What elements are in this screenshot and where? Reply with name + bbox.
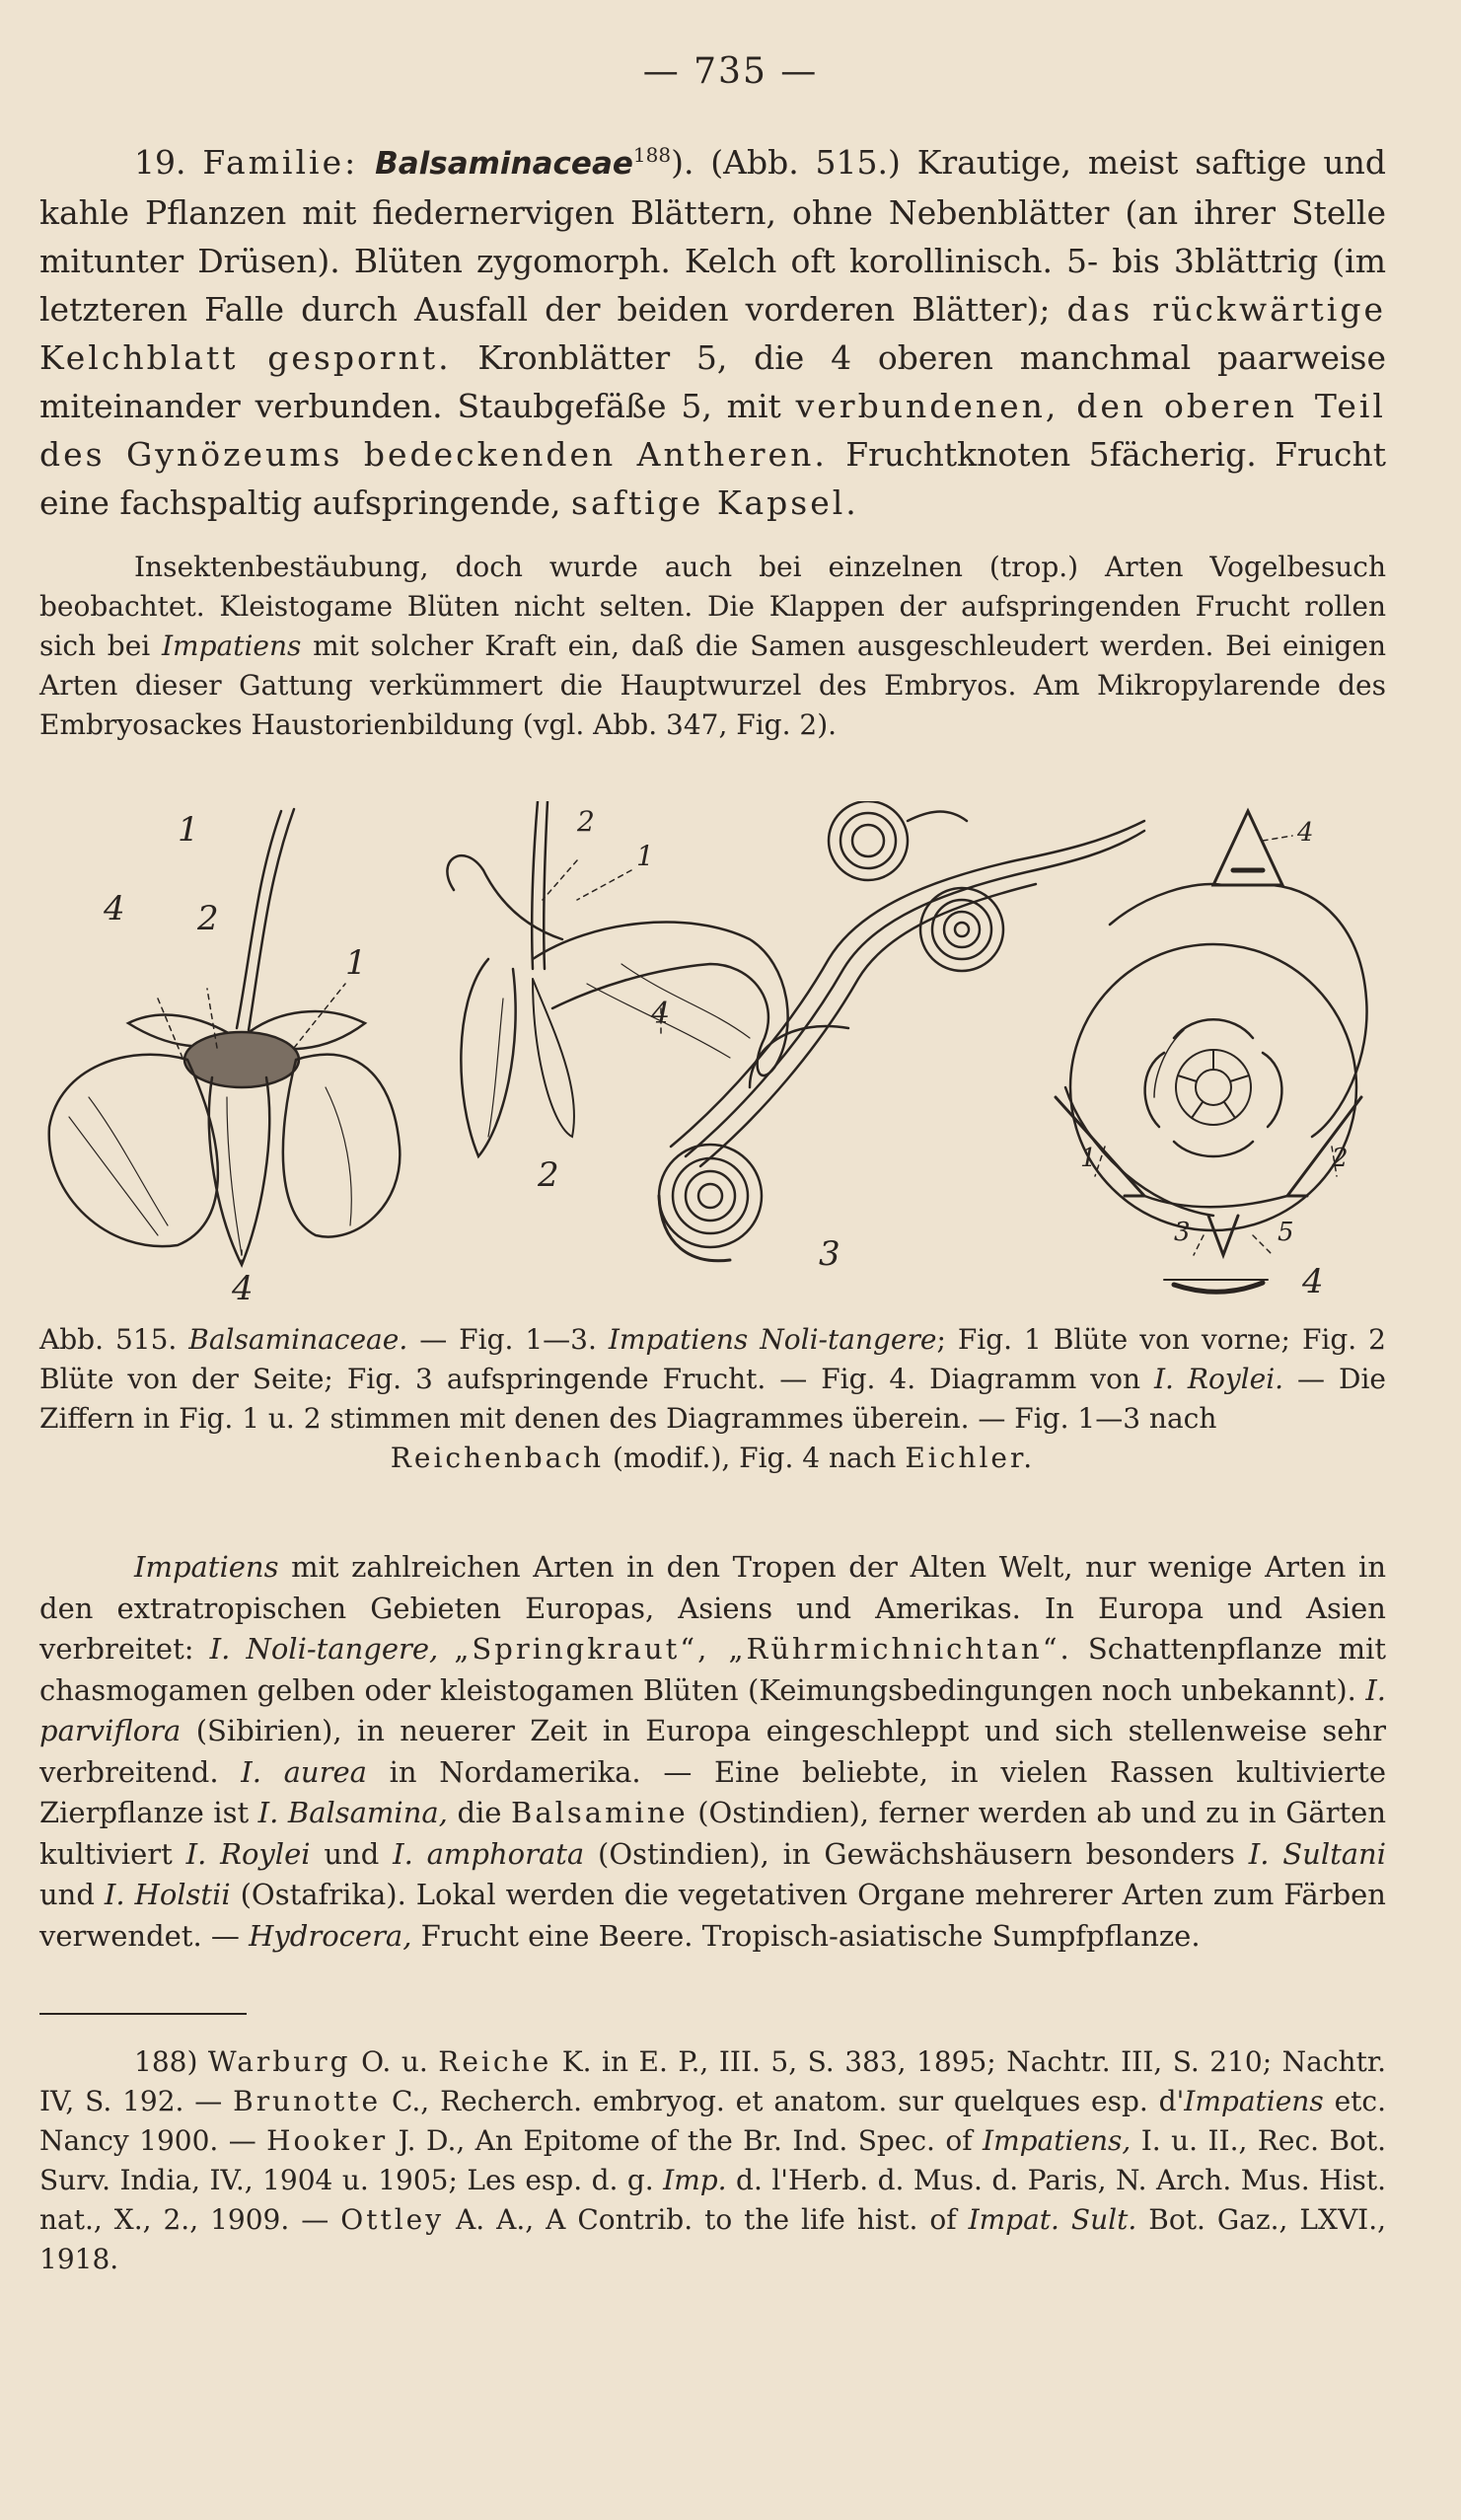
footnote-italic-3: Imp.	[663, 2164, 727, 2196]
fig1-label-4: 4	[104, 889, 125, 928]
footnote-text-4: etc. Nancy 1900. —	[39, 2085, 1386, 2157]
family-word: Familie:	[202, 143, 359, 182]
footnote-author-5: Ottley	[340, 2203, 445, 2236]
botanical-figure	[39, 801, 1386, 1304]
footnote-text-1: O. u.	[361, 2045, 428, 2078]
figure-caption	[39, 1320, 1386, 1478]
impatiens-text-5: die	[457, 1796, 502, 1829]
caption-spaced-2: Eichler.	[905, 1442, 1036, 1474]
impatiens-text-11: Frucht eine Beere. Tropisch-asiatische Sumpfpflanze.	[420, 1918, 1201, 1953]
family-name: Balsaminaceae	[375, 146, 633, 182]
fig4-label-1: 1	[1080, 1144, 1097, 1173]
impatiens-text-7: und	[324, 1836, 380, 1871]
footnote-italic-1: Impatiens	[1184, 2085, 1324, 2117]
fig1-label-1: 1	[178, 810, 199, 850]
family-text-3: Fruchtknoten 5fächerig. Frucht eine fachspaltig aufspringende,	[39, 435, 1386, 522]
family-spaced-1: das rückwärtige Kelchblatt gespornt.	[39, 290, 1386, 377]
impatiens-italic-6: I. Roylei	[185, 1836, 311, 1871]
footnote	[39, 2042, 1386, 2279]
page-number: — 735 —	[642, 51, 819, 92]
fig1-label-1b: 1	[345, 943, 367, 983]
fig2-flower-side	[447, 801, 787, 1156]
family-description	[39, 138, 1386, 527]
fig2-label-2: 2	[577, 805, 595, 838]
footnote-italic-2: Impatiens,	[983, 2124, 1132, 2157]
figure-drawing	[39, 801, 1386, 1304]
footnote-author-3: Brunotte	[233, 2085, 382, 2117]
impatiens-italic-2: I. Noli-tangere,	[209, 1632, 439, 1666]
impatiens-italic-4: I. aurea	[241, 1754, 367, 1789]
footnote-text-9: Bot. Gaz., LXVI., 1918.	[39, 2203, 1387, 2275]
impatiens-italic-7: I. amphorata	[393, 1836, 585, 1871]
fig1-label-2: 2	[197, 899, 219, 938]
pollination-note	[39, 548, 1386, 745]
fig4-label-5: 5	[1278, 1218, 1294, 1247]
caption-italic-1: Balsaminaceae.	[188, 1323, 408, 1356]
footnote-text-7: d. l'Herb. d. Mus. d. Paris, N. Arch. Mus. Hist. nat., X., 2., 1909. —	[39, 2164, 1387, 2236]
footnote-text-3: C., Recherch. embryog. et anatom. sur quelques esp. d'	[391, 2085, 1185, 2117]
footnote-text-6: I. u. II., Rec. Bot. Surv. India, IV., 1904 u. 1905; Les esp. d. g.	[39, 2124, 1387, 2196]
fig4-label-3: 3	[1174, 1218, 1191, 1247]
impatiens-italic-9: I. Holstii	[104, 1878, 231, 1911]
footnote-number: 188)	[134, 2045, 198, 2078]
fig2-label-4: 4	[651, 997, 671, 1031]
fig2-label-1: 1	[636, 840, 654, 872]
impatiens-text-10: (Ostafrika). Lokal werden die vegetativen Organe mehrerer Arten zum Färben verwendet. —	[39, 1878, 1386, 1953]
impatiens-text-2: Schattenpflanze mit chasmogamen gelben oder kleistogamen Blüten (Keimungsbedingungen noch unbekannt).	[39, 1632, 1387, 1707]
impatiens-text-9: und	[39, 1878, 95, 1911]
footnote-italic-4: Impat. Sult.	[968, 2203, 1137, 2236]
family-number: 19.	[134, 143, 186, 182]
fig4-label-4: 4	[1297, 818, 1314, 848]
pollination-text-1: Insektenbestäubung, doch wurde auch bei einzelnen (trop.) Arten Vogelbesuch beobachtet. Kleistogame Blüten nicht selten. Die Klappen der aufspringenden Frucht rollen sich bei	[39, 551, 1386, 662]
fig2-number: 2	[538, 1155, 559, 1195]
fig3-dehiscent-capsule	[659, 801, 1144, 1261]
impatiens-italic-5: I. Balsamina,	[257, 1796, 448, 1829]
caption-text-2: — Fig. 1—3.	[419, 1323, 597, 1356]
impatiens-paragraph	[39, 1547, 1386, 1957]
caption-spaced-1: Reichenbach	[390, 1442, 605, 1474]
impatiens-text-4: in Nordamerika. — Eine beliebte, in vielen Rassen kultivierte Zierpflanze ist	[39, 1754, 1386, 1829]
impatiens-text-1: mit zahlreichen Arten in den Tropen der Alten Welt, nur wenige Arten in den extratropischen Gebieten Europas, Asiens und Amerikas. In Europa und Asien verbreitet:	[39, 1550, 1387, 1666]
impatiens-text-8: (Ostindien), in Gewächshäusern besonders	[598, 1836, 1235, 1871]
pollination-text-2: mit solcher Kraft ein, daß die Samen ausgeschleudert werden. Bei einigen Arten dieser Gattung verkümmert die Hauptwurzel des Embryos. Am Mikropylarende des Embryosackes Haustorienbildung (vgl. Abb. 347, Fig. 2).	[39, 630, 1386, 741]
footnote-author-2: Reiche	[438, 2045, 552, 2078]
caption-text-5: (modif.), Fig. 4 nach	[612, 1442, 897, 1474]
impatiens-text-6: (Ostindien), ferner werden ab und zu in Gärten kultiviert	[39, 1796, 1387, 1871]
impatiens-italic-8: I. Sultani	[1248, 1836, 1386, 1871]
caption-italic-3: I. Roylei.	[1153, 1363, 1284, 1395]
family-text-1: ). (Abb. 515.) Krautige, meist saftige und kahle Pflanzen mit fiedernervigen Blättern, ohne Nebenblätter (an ihrer Stelle mitunter Drüsen). Blüten zygomorph. Kelch oft korollinisch. 5- bis 3blättrig (im letzteren Falle durch Ausfall der beiden vorderen Blätter);	[39, 143, 1386, 329]
footnote-text-2: K. in E. P., III. 5, S. 383, 1895; Nachtr. III, S. 210; Nachtr. IV, S. 192. —	[39, 2045, 1387, 2117]
impatiens-spaced-1: „Springkraut“, „Rührmichnichtan“.	[454, 1632, 1072, 1666]
fig1-label-4b: 4	[232, 1269, 254, 1304]
caption-last-line	[39, 1439, 1386, 1478]
family-spaced-3: saftige Kapsel.	[571, 483, 859, 522]
caption-text-3: ; Fig. 1 Blüte von vorne; Fig. 2 Blüte von der Seite; Fig. 3 aufspringende Frucht. — Fig. 4. Diagramm von	[39, 1323, 1386, 1395]
footnote-text-8: A. A., A Contrib. to the life hist. of	[456, 2203, 957, 2236]
impatiens-spaced-2: Balsamine	[511, 1796, 689, 1829]
impatiens-italic-1: Impatiens	[134, 1550, 279, 1584]
caption-text-4: — Die Ziffern in Fig. 1 u. 2 stimmen mit denen des Diagrammes überein. — Fig. 1—3 nach	[39, 1363, 1386, 1435]
impatiens-text-3: (Sibirien), in neuerer Zeit in Europa eingeschleppt und sich stellenweise sehr verbreitend.	[39, 1714, 1386, 1789]
fig4-number: 4	[1302, 1262, 1324, 1301]
caption-italic-2: Impatiens Noli-tangere	[608, 1323, 937, 1356]
family-text-2: Kronblätter 5, die 4 oberen manchmal paarweise miteinander verbunden. Staubgefäße 5, mit	[39, 338, 1386, 425]
fig1-flower-front	[49, 809, 401, 1265]
footnote-author-1: Warburg	[207, 2045, 351, 2078]
impatiens-italic-3: I. parviflora	[39, 1672, 1386, 1747]
fig4-floral-diagram	[1056, 811, 1367, 1292]
fig3-number: 3	[819, 1234, 840, 1274]
footnote-ref: 188	[632, 143, 672, 167]
family-spaced-2: verbundenen, den oberen Teil des Gynözeums bedeckenden Antheren.	[39, 387, 1386, 474]
footnote-text-5: J. D., An Epitome of the Br. Ind. Spec. of	[398, 2124, 973, 2157]
fig4-label-2: 2	[1332, 1144, 1349, 1173]
caption-text-1: Abb. 515.	[39, 1323, 178, 1356]
footnote-author-4: Hooker	[266, 2124, 389, 2157]
pollination-italic-1: Impatiens	[162, 630, 302, 662]
impatiens-italic-10: Hydrocera,	[249, 1918, 412, 1953]
footnote-divider	[39, 2013, 247, 2015]
